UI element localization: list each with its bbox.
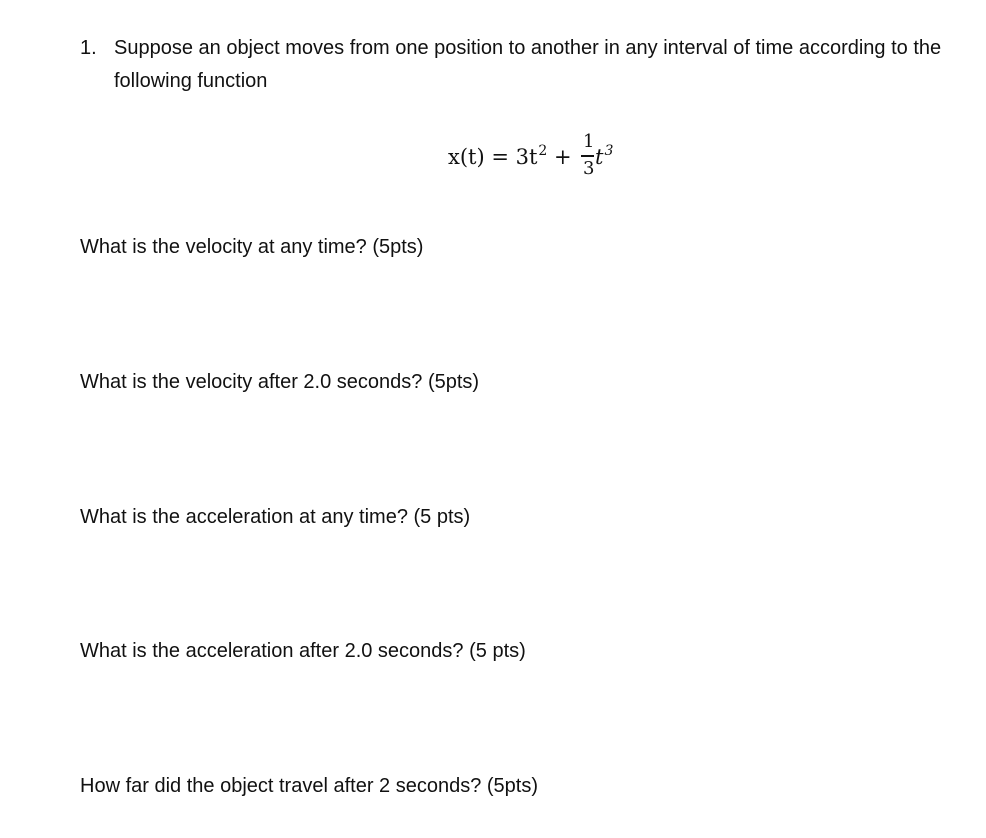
- equation-exponent-2: 2: [538, 143, 548, 159]
- fraction-numerator: 1: [583, 131, 595, 152]
- question-distance-2s: How far did the object travel after 2 seconds? (5pts): [80, 775, 539, 797]
- equation-plus: +: [554, 145, 572, 169]
- question-acceleration-2s: What is the acceleration after 2.0 seconds? (5 pts): [80, 640, 526, 662]
- problem-text: Suppose an object moves from one position to another in any interval of time according to the following function: [114, 37, 942, 92]
- problem-number: 1.: [80, 37, 97, 59]
- equation-exponent-3: 3: [604, 143, 614, 159]
- question-velocity-2s: What is the velocity after 2.0 seconds? (5pts): [80, 371, 480, 393]
- fraction-bar: [581, 155, 594, 157]
- equation-cubic-term: [595, 145, 613, 169]
- question-velocity-any-time: What is the velocity at any time? (5pts): [80, 236, 424, 258]
- equation-main: [448, 145, 572, 169]
- fraction-denominator: 3: [583, 158, 595, 179]
- question-acceleration-any-time: What is the acceleration at any time? (5 pts): [80, 506, 471, 528]
- equation-lhs: x(t) = 3t: [448, 145, 538, 169]
- equation-var: t: [595, 145, 604, 169]
